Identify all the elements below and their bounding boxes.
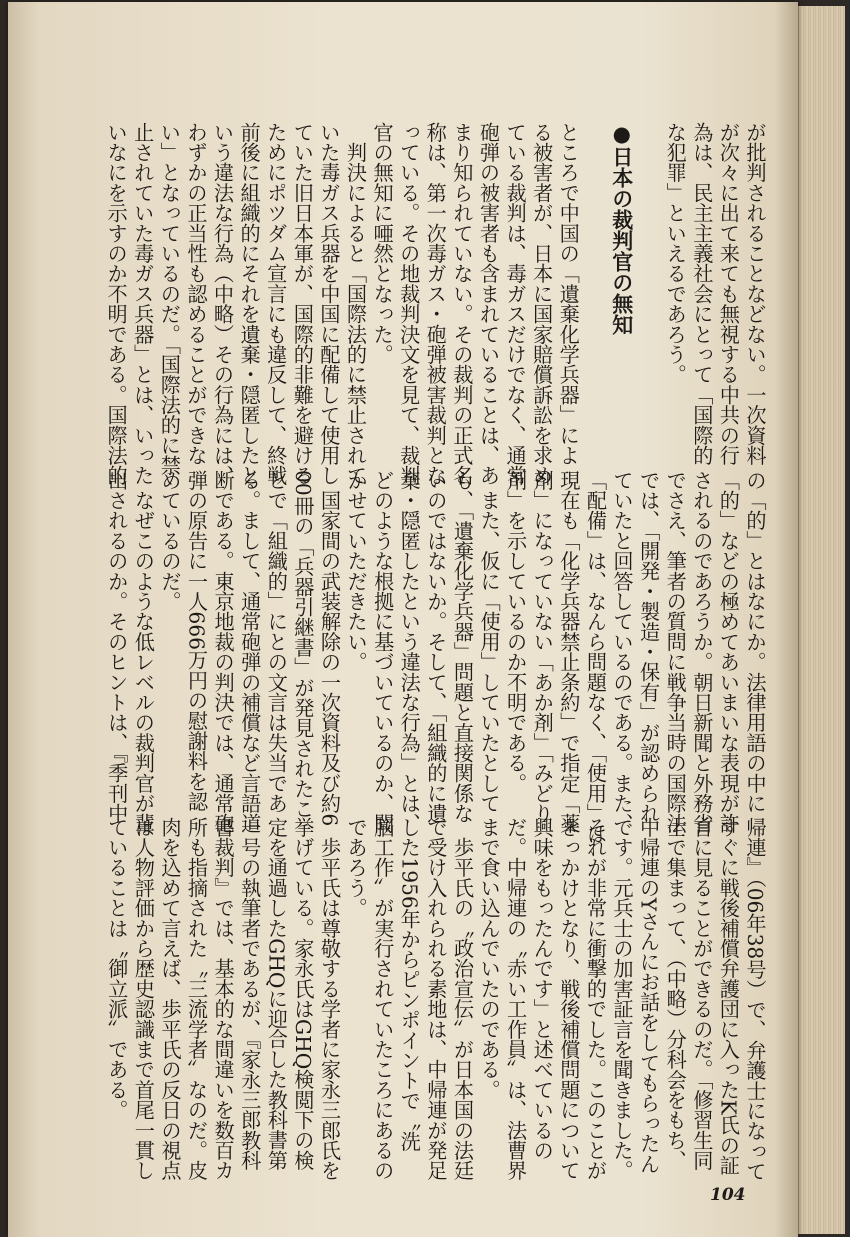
text-column: 出されるのか。そのヒントは、『季刊中 bbox=[104, 470, 129, 824]
text-column: まり知られていない。その裁判の正式名 bbox=[449, 122, 474, 486]
text-column: る被害者が、日本に国家賠償訴訟を求め bbox=[529, 122, 554, 486]
text-column: 定を通過したGHQに迎合した教科書第 bbox=[264, 817, 289, 1171]
text-column: いのではないか。そして、「組織的に遺 bbox=[423, 470, 448, 824]
text-column: かせていただきたい。 bbox=[344, 470, 369, 672]
text-column: 「配備」は、なんら問題なく、「使用」は bbox=[583, 470, 608, 844]
text-column: 国家間の武装解除の一次資料及び約6 bbox=[317, 470, 342, 827]
text-column: 挙げている。家永氏はGHQ検閲下の検 bbox=[290, 817, 315, 1171]
text-column: 興味をもったんです」と述べているの bbox=[530, 817, 555, 1161]
text-column: が批判されることなどない。一次資料 bbox=[743, 122, 767, 466]
text-column: すぐに戦後補償弁護団に入ったK氏の証 bbox=[716, 817, 741, 1176]
text-column: であろう。 bbox=[344, 817, 369, 918]
text-column: っている。その地裁判決文を見て、裁判 bbox=[396, 122, 421, 486]
text-tier-top bbox=[78, 122, 768, 486]
text-column: また、仮に「使用」していたとして bbox=[477, 470, 502, 814]
text-column: いう違法な行為（中略）その行為には、 bbox=[210, 122, 235, 486]
text-column: それが非常に衝撃的でした。このことが bbox=[583, 817, 608, 1181]
text-column: 為は、民主主義社会にとって「国際的 bbox=[689, 122, 714, 466]
text-column: 士で集まって、（中略）分科会をもち、 bbox=[663, 817, 688, 1171]
text-column: の「的」とはなにか。法律用語の中に bbox=[743, 470, 767, 814]
text-column: きっかけとなり、戦後補償問題について bbox=[556, 817, 581, 1181]
text-column: 前後に組織的にそれを遺棄・隠匿したと bbox=[237, 122, 262, 486]
text-column: 中帰連のYさんにお話をしてもらったん bbox=[636, 817, 661, 1174]
text-column: どのような根拠に基づいているのか、聞 bbox=[370, 470, 395, 834]
text-column: でさえ、筆者の質問に戦争当時の国際法 bbox=[663, 470, 688, 834]
text-column: ところで中国の「遺棄化学兵器」によ bbox=[556, 122, 581, 466]
text-column: な犯罪」といえるであろう。 bbox=[663, 122, 688, 385]
text-column: る。まして、通常砲弾の補償など言語道 bbox=[237, 470, 262, 834]
text-column: 断である。東京地裁の判決では、通常砲 bbox=[211, 470, 236, 834]
text-column: い」となっているのだ。「国際法的に禁 bbox=[157, 122, 182, 476]
text-column: ていた旧日本軍が、国際的非難を避ける bbox=[290, 122, 315, 486]
text-column: 止されていた毒ガス兵器」とは、いった bbox=[130, 122, 155, 486]
text-column: 現在も「化学兵器禁止条約」で指定「薬 bbox=[556, 470, 581, 834]
text-column: 官の無知に唖然となった。 bbox=[370, 122, 395, 365]
text-column: 「的」などの極めてあいまいな表現が許 bbox=[716, 470, 741, 834]
text-column: です。元兵士の加害証言を聞きました。 bbox=[610, 817, 635, 1181]
text-column: ていたと回答しているのである。また、 bbox=[610, 470, 635, 834]
text-column: だ。中帰連の〝赤い工作員〟は、法曹界 bbox=[503, 817, 528, 1181]
text-column: ていることは〝御立派〟である。 bbox=[104, 817, 129, 1120]
text-column: 書裁判』では、基本的な間違いを数百カ bbox=[211, 817, 236, 1181]
text-tier-bottom bbox=[78, 817, 768, 1182]
text-column: いた毒ガス兵器を中国に配備して使用し bbox=[316, 122, 341, 486]
book-page-edges bbox=[798, 6, 845, 1234]
text-column: されるのであろうか。朝日新聞と外務省 bbox=[689, 470, 714, 834]
text-column: めているのだ。 bbox=[157, 470, 182, 612]
text-column: とで「組織的」にとの文言は失当であ bbox=[264, 470, 289, 814]
text-column: 剤」を示しているのか不明である。 bbox=[503, 470, 528, 794]
text-column: わずかの正当性も認めることができな bbox=[183, 122, 208, 466]
text-column: 弾の原告に一人666万円の慰謝料を認 bbox=[184, 470, 209, 812]
text-column: ためにポツダム宣言にも違反して、終戦 bbox=[263, 122, 288, 486]
text-column: 帰連』（06年38号）で、弁護士になって bbox=[743, 817, 767, 1182]
text-column: 言に見ることができるのだ。「修習生同 bbox=[689, 817, 714, 1171]
page-number: 104 bbox=[710, 1185, 746, 1205]
text-column: 判決によると「国際法的に禁止されて bbox=[343, 122, 368, 486]
text-column: 歩平氏の〝政治宣伝〟が日本国の法廷 bbox=[450, 817, 475, 1181]
text-column: まで食い込んでいたのである。 bbox=[477, 817, 502, 1100]
text-column: では、「開発・製造・保有」が認められ bbox=[636, 470, 661, 824]
text-column: 脳工作〟が実行されていたころにあるの bbox=[370, 817, 395, 1181]
text-column: 00冊の「兵器引継書」が発見されたこ bbox=[290, 470, 315, 819]
text-column: ている裁判は、毒ガスだけでなく、通常 bbox=[503, 122, 528, 486]
section-heading: ●日本の裁判官の無知 bbox=[609, 122, 634, 335]
text-column: なぜこのような低レベルの裁判官が輩 bbox=[131, 470, 156, 834]
text-column: いなにを示すのか不明である。国際法的 bbox=[104, 122, 129, 486]
text-column: した1956年からピンポイントで〝洗 bbox=[397, 817, 422, 1152]
text-column: も、「遺棄化学兵器」問題と直接関係な bbox=[450, 470, 475, 824]
text-column: 一号の執筆者であるが、『家永三郎教科 bbox=[237, 817, 262, 1171]
text-column: が次々に出て来ても無視する中共の行 bbox=[716, 122, 741, 466]
book-page bbox=[8, 2, 798, 1237]
text-column: 所も指摘された〝三流学者〟なのだ。皮 bbox=[184, 817, 209, 1181]
text-column: で受け入れられる素地は、中帰連が発足 bbox=[423, 817, 448, 1181]
text-column: 剤」になっていない「あか剤」「みどり bbox=[530, 470, 555, 824]
text-column: 歩平氏は尊敬する学者に家永三郎氏を bbox=[317, 817, 342, 1181]
text-column: 称は、第一次毒ガス・砲弾被害裁判とな bbox=[423, 122, 448, 486]
text-column: は人物評価から歴史認識まで首尾一貫し bbox=[131, 817, 156, 1181]
text-column: 棄・隠匿したという違法な行為」とは、 bbox=[397, 470, 422, 834]
text-tier-middle bbox=[78, 470, 768, 844]
text-column: 肉を込めて言えば、歩平氏の反日の視点 bbox=[157, 817, 182, 1181]
text-column: 砲弾の被害者も含まれていることは、あ bbox=[476, 122, 501, 486]
